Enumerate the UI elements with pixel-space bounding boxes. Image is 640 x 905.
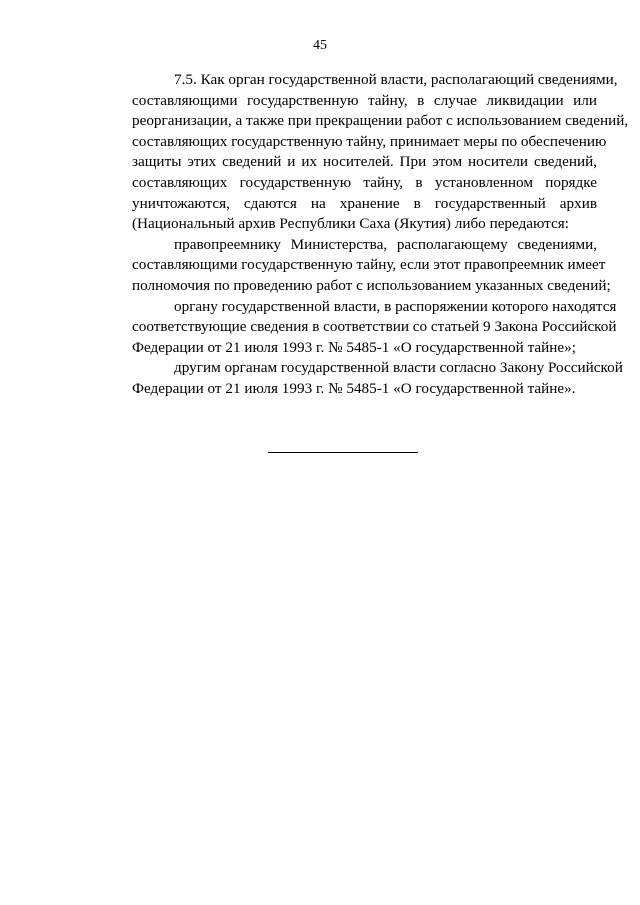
paragraph-successor xyxy=(90,235,611,297)
text-line: правопреемнику Министерства, располагающему сведениями, xyxy=(174,235,597,253)
page-number: 45 xyxy=(313,38,327,53)
text-line: защиты этих сведений и их носителей. При этом носители сведений, xyxy=(132,153,597,171)
text-line: уничтожаются, сдаются на хранение в государственный архив xyxy=(132,194,597,212)
paragraph-other-authorities xyxy=(90,358,623,399)
text-line: реорганизации, а также при прекращении работ с использованием сведений, xyxy=(132,112,629,130)
end-of-document-line xyxy=(268,452,418,453)
text-line: другим органам государственной власти согласно Закону Российской xyxy=(174,359,623,377)
document-body xyxy=(90,70,629,400)
text-line: 7.5. Как орган государственной власти, располагающий сведениями, xyxy=(174,71,618,88)
text-line: соответствующие сведения в соответствии со статьей 9 Закона Российской xyxy=(132,318,617,336)
text-line: полномочия по проведению работ с использованием указанных сведений; xyxy=(132,276,611,294)
text-line: составляющими государственную тайну, если этот правопреемник имеет xyxy=(132,256,606,274)
paragraph-state-authority xyxy=(90,297,617,359)
text-line: составляющими государственную тайну, в случае ликвидации или xyxy=(132,91,597,109)
text-line: Федерации от 21 июля 1993 г. № 5485-1 «О государственной тайне»; xyxy=(132,338,576,356)
paragraph-7-5 xyxy=(90,70,629,235)
text-line: Федерации от 21 июля 1993 г. № 5485-1 «О государственной тайне». xyxy=(132,379,576,397)
text-line: составляющих государственную тайну, в установленном порядке xyxy=(132,173,597,191)
text-line: (Национальный архив Республики Саха (Якутия) либо передаются: xyxy=(132,215,569,233)
text-line: составляющих государственную тайну, принимает меры по обеспечению xyxy=(132,132,607,150)
text-line: органу государственной власти, в распоряжении которого находятся xyxy=(174,297,617,315)
